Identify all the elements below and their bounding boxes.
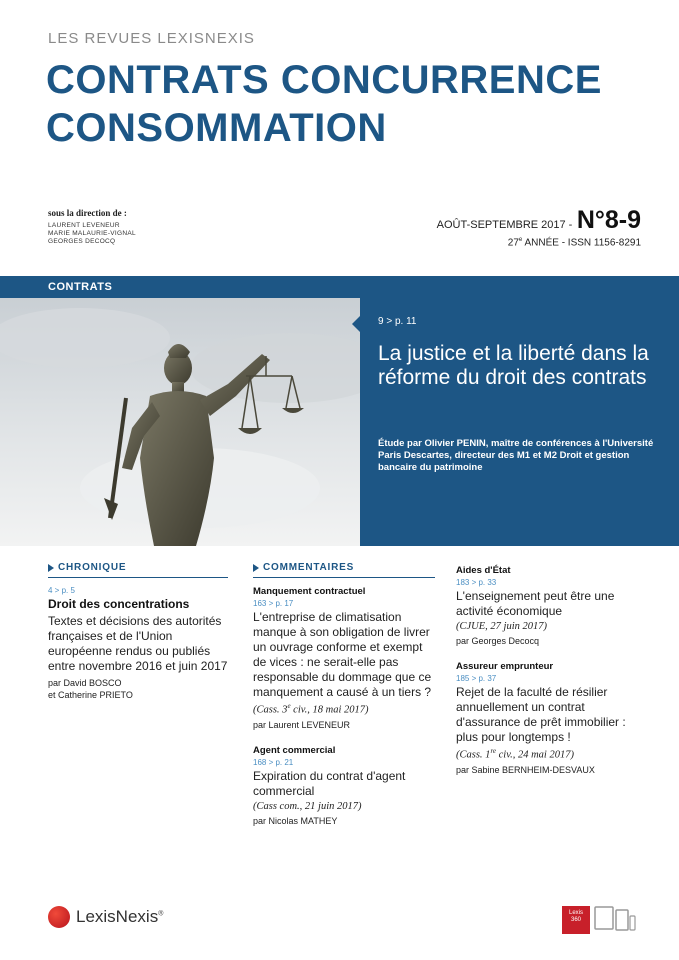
article-author: par Nicolas MATHEY <box>253 815 338 826</box>
article-jurisdiction: (Cass. 1re civ., 24 mai 2017) <box>456 747 574 761</box>
article-page-ref: 183 > p. 33 <box>456 578 497 587</box>
feature-page-ref: 9 > p. 11 <box>378 316 417 327</box>
lexisnexis-logo <box>48 906 163 928</box>
lexisnexis-wordmark: LexisNexis® <box>76 907 164 926</box>
triangle-bullet-icon <box>253 564 259 572</box>
commentaires-heading: COMMENTAIRES <box>253 562 435 573</box>
director-name: MARIE MALAURIE-VIGNAL <box>48 230 136 237</box>
article-block <box>456 661 636 776</box>
section-label: CONTRATS <box>48 281 113 293</box>
lexisnexis-logo-icon <box>48 906 70 928</box>
editorial-direction <box>48 208 136 246</box>
direction-label: sous la direction de : <box>48 208 127 218</box>
article-jurisdiction: (Cass com., 21 juin 2017) <box>253 800 362 812</box>
commentaires-column <box>253 562 435 841</box>
article-block <box>253 586 435 731</box>
issue-number: N°8-9 <box>576 206 641 234</box>
director-list <box>48 222 136 246</box>
series-name: LES REVUES LEXISNEXIS <box>48 30 255 47</box>
director-name: LAURENT LEVENEUR <box>48 222 120 229</box>
section-band <box>0 276 360 298</box>
article-page-ref: 163 > p. 17 <box>253 599 294 608</box>
feature-notch <box>352 316 360 332</box>
article-rubric: Agent commercial <box>253 744 336 756</box>
article-author: par Georges Decocq <box>456 636 540 646</box>
triangle-bullet-icon <box>48 564 54 572</box>
article-jurisdiction: (CJUE, 27 juin 2017) <box>456 621 547 632</box>
article-rubric: Manquement contractuel <box>253 586 366 597</box>
justice-statue-image <box>0 298 360 546</box>
article-author: par David BOSCO et Catherine PRIETO <box>48 678 133 700</box>
devices-icon <box>594 906 636 939</box>
article-summary: L'enseignement peut être une activité économique <box>456 589 615 618</box>
article-summary: Rejet de la faculté de résilier annuellement un contrat d'assurance de prêt immobilier : plus pour longtemps ! <box>456 685 626 744</box>
heading-rule <box>48 577 228 578</box>
journal-title-line-2: CONSOMMATION <box>46 106 387 150</box>
article-jurisdiction: (Cass. 3e civ., 18 mai 2017) <box>253 702 369 716</box>
journal-title <box>46 56 602 152</box>
issue-volume: 27e ANNÉE - ISSN 1156-8291 <box>507 237 641 249</box>
news-column <box>456 565 636 790</box>
article-summary: L'entreprise de climatisation manque à son obligation de livrer un ouvrage conforme et exempt de vices : ne serait-elle pas responsable du dommage que ce manquement a causé à un tiers ? <box>253 610 432 699</box>
journal-title-line-1: CONTRATS CONCURRENCE <box>46 58 602 102</box>
article-block <box>456 565 636 647</box>
issue-info <box>437 206 641 248</box>
chronique-heading: CHRONIQUE <box>48 562 228 573</box>
issue-date: AOÛT-SEPTEMBRE 2017 - <box>436 219 573 231</box>
article-rubric: Assureur emprunteur <box>456 661 554 672</box>
feature-study: Étude par Olivier PENIN, maître de conférences à l'Université Paris Descartes, directeur des M1 et M2 Droit et gestion bancaire du patrimoine <box>378 438 654 473</box>
lexis360-badge-icon: Lexis 360 <box>562 906 590 934</box>
article-block <box>253 745 435 827</box>
article-page-ref: 168 > p. 21 <box>253 757 294 767</box>
article-page-ref: 4 > p. 5 <box>48 586 75 595</box>
article-rubric: Aides d'État <box>456 565 511 576</box>
article-page-ref: 185 > p. 37 <box>456 674 497 683</box>
article-title: Droit des concentrations <box>48 597 190 611</box>
feature-panel <box>360 276 679 546</box>
article-author: par Laurent LEVENEUR <box>253 719 351 730</box>
director-name: GEORGES DECOCQ <box>48 238 116 245</box>
chronique-column <box>48 562 228 701</box>
feature-title: La justice et la liberté dans la réforme du droit des contrats <box>378 342 649 389</box>
heading-rule <box>253 577 435 578</box>
article-summary: Textes et décisions des autorités françaises et de l'Union européenne rendus ou publiés entre novembre 2016 et juin 2017 <box>48 614 228 673</box>
article-author: par Sabine BERNHEIM-DESVAUX <box>456 764 595 775</box>
article-summary: Expiration du contrat d'agent commercial <box>253 768 406 798</box>
